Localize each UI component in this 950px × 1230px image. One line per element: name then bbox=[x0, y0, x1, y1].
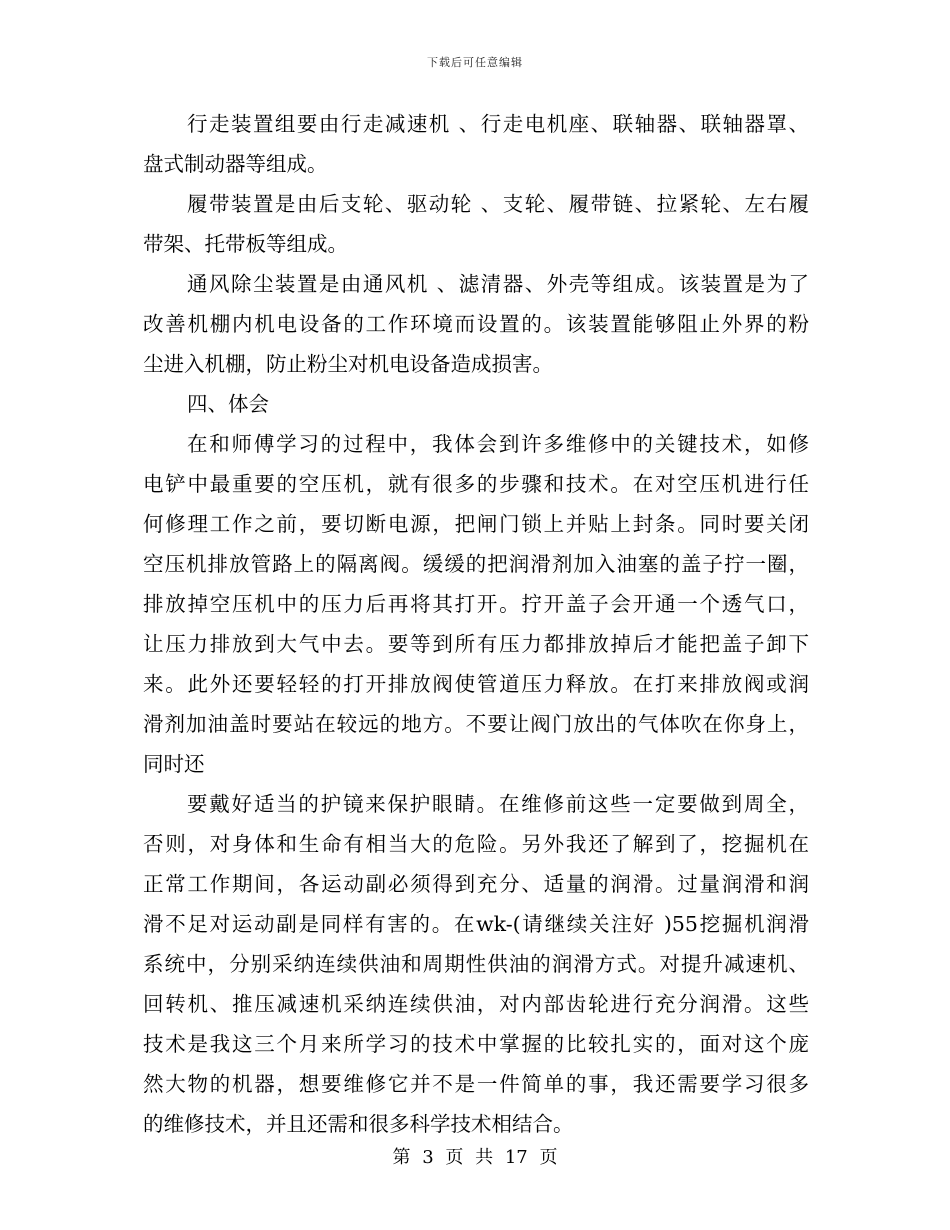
text-line: 回转机、推压减速机采纳连续供油，对内部齿轮进行充分润滑。这些 bbox=[143, 992, 809, 1016]
text-line: 何修理工作之前，要切断电源，把闸门锁上并贴上封条。同时要关闭 bbox=[143, 512, 809, 536]
text-line: 同时还 bbox=[143, 752, 205, 776]
text-line: 通风除尘装置是由通风机 、滤清器、外壳等组成。该装置是为了 bbox=[187, 272, 809, 296]
text-line: 改善机棚内机电设备的工作环境而设置的。该装置能够阻止外界的粉 bbox=[143, 312, 809, 336]
text-line: 系统中，分别采纳连续供油和周期性供油的润滑方式。对提升减速机、 bbox=[143, 952, 809, 976]
text-line: 尘进入机棚，防止粉尘对机电设备造成损害。 bbox=[143, 352, 553, 376]
document-body bbox=[143, 104, 809, 1144]
page-number-footer: 第 3 页 共 17 页 bbox=[392, 1147, 558, 1168]
page-header: 下载后可任意编辑 bbox=[427, 56, 523, 69]
text-line: 空压机排放管路上的隔离阀。缓缓的把润滑剂加入油塞的盖子拧一圈， bbox=[143, 552, 809, 576]
text-line: 排放掉空压机中的压力后再将其打开。拧开盖子会开通一个透气口， bbox=[143, 592, 809, 616]
text-line: 否则，对身体和生命有相当大的危险。另外我还了解到了，挖掘机在 bbox=[143, 832, 809, 856]
text-line: 履带装置是由后支轮、驱动轮 、支轮、履带链、拉紧轮、左右履 bbox=[187, 192, 809, 216]
text-line: 滑剂加油盖时要站在较远的地方。不要让阀门放出的气体吹在你身上， bbox=[143, 712, 809, 736]
text-line: 电铲中最重要的空压机，就有很多的步骤和技术。在对空压机进行任 bbox=[143, 472, 809, 496]
text-line: 行走装置组要由行走减速机 、行走电机座、联轴器、联轴器罩、 bbox=[187, 112, 809, 136]
text-line: 的维修技术，并且还需和很多科学技术相结合。 bbox=[143, 1112, 574, 1136]
text-line: 带架、托带板等组成。 bbox=[143, 232, 348, 256]
text-line: 在和师傅学习的过程中，我体会到许多维修中的关键技术，如修 bbox=[187, 432, 809, 456]
text-line: 盘式制动器等组成。 bbox=[143, 152, 328, 176]
text-line: 来。此外还要轻轻的打开排放阀使管道压力释放。在打来排放阀或润 bbox=[143, 672, 809, 696]
text-line: 技术是我这三个月来所学习的技术中掌握的比较扎实的，面对这个庞 bbox=[143, 1032, 809, 1056]
section-heading: 四、体会 bbox=[187, 392, 269, 416]
text-line: 然大物的机器，想要维修它并不是一件简单的事，我还需要学习很多 bbox=[143, 1072, 809, 1096]
text-line: 要戴好适当的护镜来保护眼睛。在维修前这些一定要做到周全， bbox=[187, 792, 809, 816]
text-line: 正常工作期间，各运动副必须得到充分、适量的润滑。过量润滑和润 bbox=[143, 872, 809, 896]
text-line: 滑不足对运动副是同样有害的。在wk-(请继续关注好 )55挖掘机润滑 bbox=[143, 912, 809, 936]
text-line: 让压力排放到大气中去。要等到所有压力都排放掉后才能把盖子卸下 bbox=[143, 632, 809, 656]
